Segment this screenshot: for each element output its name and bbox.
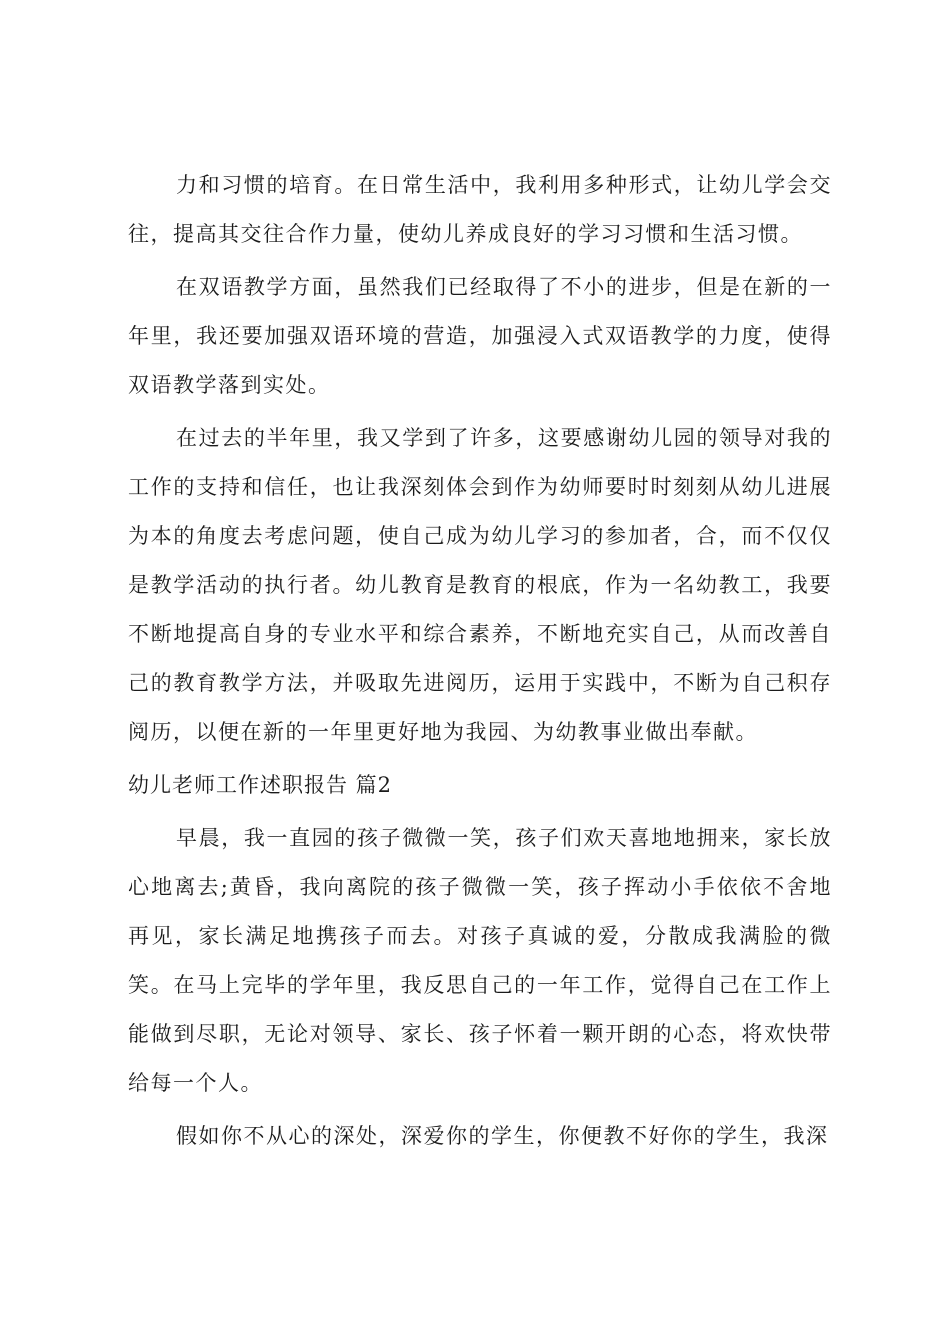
paragraph-love-students: 假如你不从心的深处，深爱你的学生，你便教不好你的学生，我深 (176, 1124, 829, 1148)
paragraph-continuation: 力和习惯的培育。在日常生活中，我利用多种形式，让幼儿学会交往，提高其交往合作力量，使幼儿养成良好的学习习惯和生活习惯。 (128, 173, 832, 246)
paragraph-bilingual-teaching: 在双语教学方面，虽然我们已经取得了不小的进步，但是在新的一年里，我还要加强双语环境的营造，加强浸入式双语教学的力度，使得双语教学落到实处。 (128, 275, 832, 397)
paragraph-half-year-summary: 在过去的半年里，我又学到了许多，这要感谢幼儿园的领导对我的工作的支持和信任，也让我深刻体会到作为幼师要时时刻刻从幼儿进展为本的角度去考虑问题，使自己成为幼儿学习的参加者，合，而不仅仅是教学活动的执行者。幼儿教育是教育的根底，作为一名幼教工，我要不断地提高自身的专业水平和综合素养，不断地充实自己，从而改善自己的教育教学方法，并吸取先进阅历，运用于实践中，不断为自己积存阅历，以便在新的一年里更好地为我园、为幼教事业做出奉献。 (128, 426, 832, 744)
paragraph-morning-smile: 早晨，我一直园的孩子微微一笑，孩子们欢天喜地地拥来，家长放心地离去;黄昏，我向离院的孩子微微一笑，孩子挥动小手依依不舍地再见，家长满足地携孩子而去。对孩子真诚的爱，分散成我满脸的微笑。在马上完毕的学年里，我反思自己的一年工作，觉得自己在工作上能做到尽职，无论对领导、家长、孩子怀着一颗开朗的心态，将欢快带给每一个人。 (128, 826, 832, 1095)
section-heading: 幼儿老师工作述职报告 篇2 (128, 773, 393, 797)
document-body (128, 161, 832, 1165)
